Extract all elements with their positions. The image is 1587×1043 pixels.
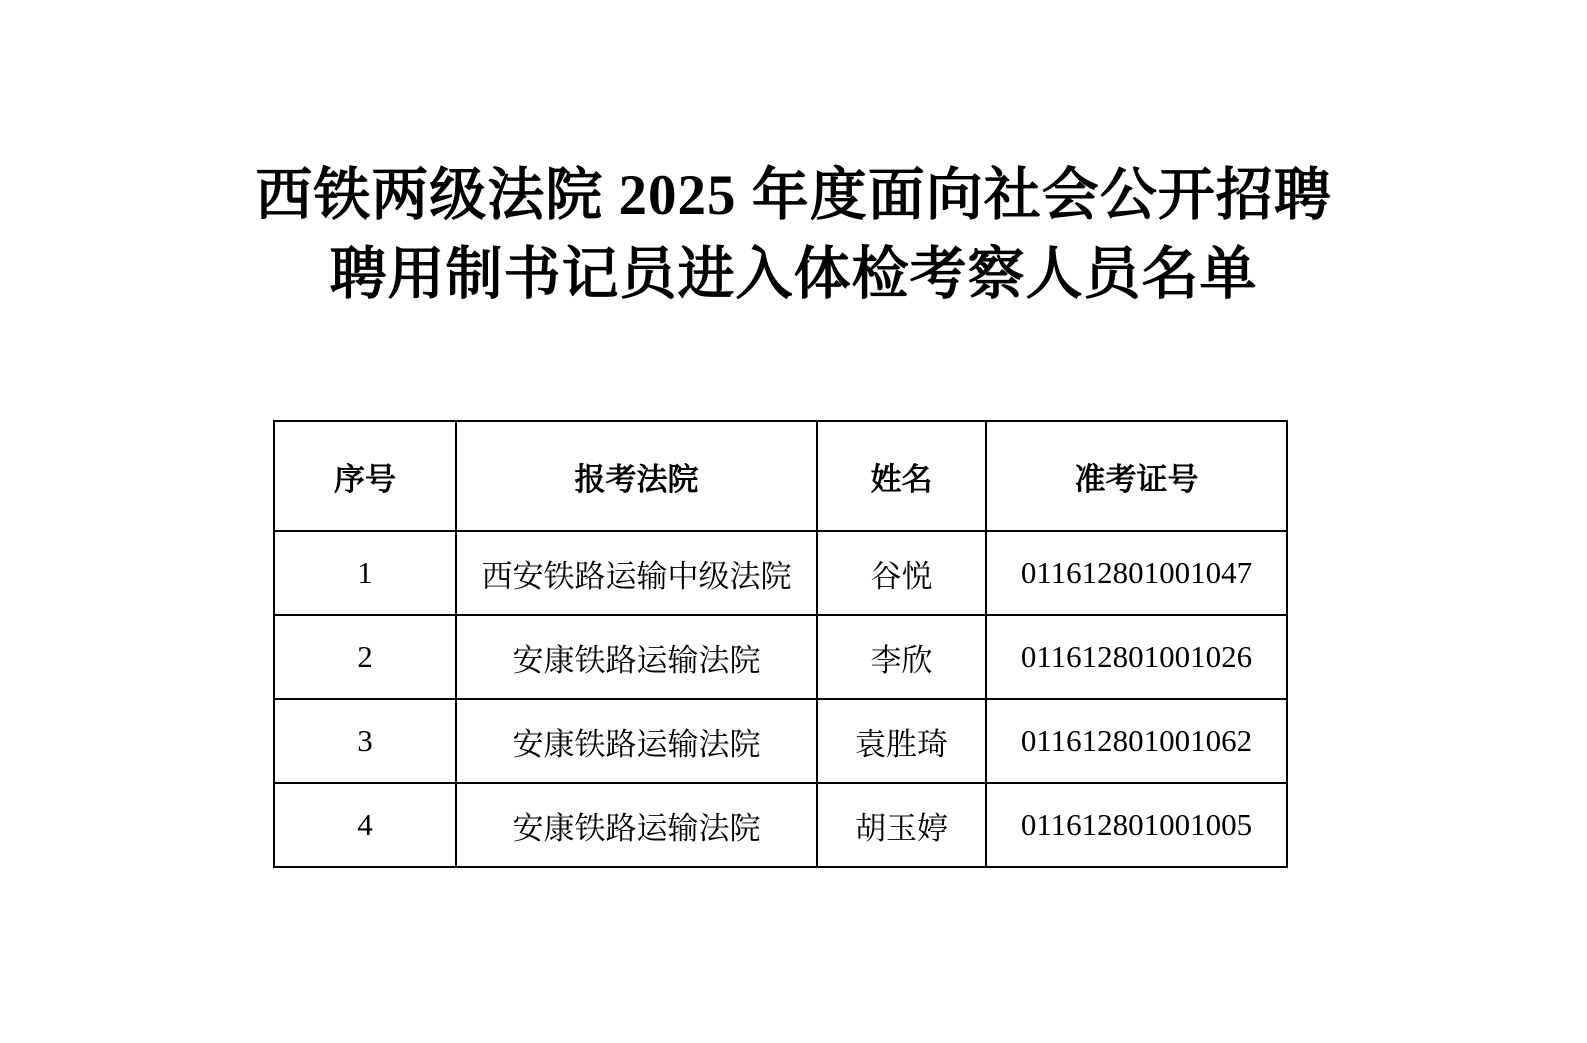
cell-ticket: 011612801001005 <box>986 783 1287 867</box>
cell-ticket: 011612801001047 <box>986 531 1287 615</box>
cell-court: 西安铁路运输中级法院 <box>456 531 817 615</box>
page-title-line-1: 西铁两级法院 2025 年度面向社会公开招聘 <box>255 164 1332 227</box>
col-header-index: 序号 <box>274 421 456 531</box>
cell-index: 1 <box>274 531 456 615</box>
table-row <box>274 783 1287 867</box>
page-title <box>0 156 1587 314</box>
cell-index: 4 <box>274 783 456 867</box>
cell-name: 李欣 <box>817 615 986 699</box>
col-header-court: 报考法院 <box>456 421 817 531</box>
cell-court: 安康铁路运输法院 <box>456 615 817 699</box>
cell-name: 袁胜琦 <box>817 699 986 783</box>
cell-index: 3 <box>274 699 456 783</box>
table-header-row <box>274 421 1287 531</box>
candidate-roster-table <box>273 420 1288 868</box>
table-row <box>274 699 1287 783</box>
table-row <box>274 531 1287 615</box>
cell-ticket: 011612801001026 <box>986 615 1287 699</box>
cell-court: 安康铁路运输法院 <box>456 699 817 783</box>
page-title-line-2: 聘用制书记员进入体检考察人员名单 <box>329 243 1258 306</box>
cell-court: 安康铁路运输法院 <box>456 783 817 867</box>
cell-index: 2 <box>274 615 456 699</box>
col-header-ticket: 准考证号 <box>986 421 1287 531</box>
table-row <box>274 615 1287 699</box>
col-header-name: 姓名 <box>817 421 986 531</box>
cell-name: 胡玉婷 <box>817 783 986 867</box>
cell-ticket: 011612801001062 <box>986 699 1287 783</box>
cell-name: 谷悦 <box>817 531 986 615</box>
